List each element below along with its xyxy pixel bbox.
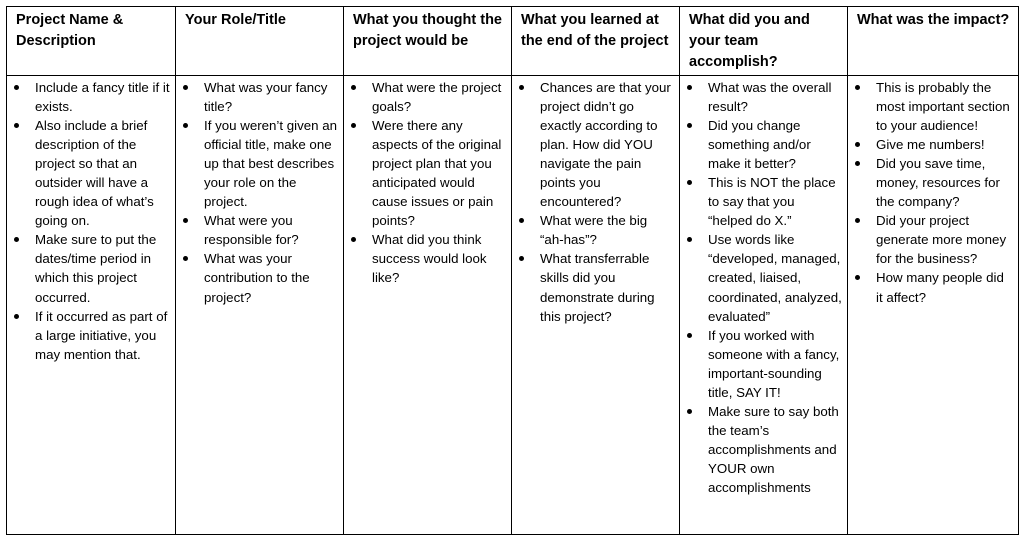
- bullet-icon: [687, 333, 692, 338]
- list-item-text: Did your project generate more money for the business?: [876, 213, 1007, 267]
- list-item: [179, 78, 338, 116]
- bullet-icon: [183, 85, 188, 90]
- column-header: Your Role/Title: [176, 7, 344, 76]
- bullet-list: [515, 78, 674, 326]
- bullet-icon: [855, 142, 860, 147]
- list-item: [683, 402, 842, 497]
- list-item-text: What was the overall result?: [708, 80, 832, 115]
- list-item-text: What were the big “ah-has”?: [540, 213, 648, 248]
- column-header: Project Name & Description: [7, 7, 176, 76]
- bullet-list: [10, 78, 170, 364]
- list-item-text: What was your contribution to the project?: [204, 251, 310, 305]
- list-item: [851, 135, 1013, 154]
- list-item-text: What transferrable skills did you demonstrate during this project?: [540, 251, 655, 324]
- list-item: [683, 326, 842, 402]
- table-cell: [7, 76, 176, 535]
- column-header: What you learned at the end of the project: [512, 7, 680, 76]
- list-item: [10, 230, 170, 306]
- list-item-text: How many people did it affect?: [876, 270, 1004, 305]
- list-item: [515, 211, 674, 249]
- list-item: [179, 249, 338, 306]
- bullet-icon: [687, 180, 692, 185]
- list-item: [10, 116, 170, 230]
- bullet-icon: [519, 256, 524, 261]
- list-item: [347, 78, 506, 116]
- column-header: What was the impact?: [848, 7, 1019, 76]
- bullet-icon: [687, 237, 692, 242]
- list-item: [10, 78, 170, 116]
- column-header: What did you and your team accomplish?: [680, 7, 848, 76]
- list-item-text: Also include a brief description of the project so that an outsider will have a rough idea of what’s going on.: [35, 118, 154, 229]
- list-item-text: This is NOT the place to say that you “helped do X.”: [708, 175, 836, 229]
- list-item-text: Did you save time, money, resources for the company?: [876, 156, 1000, 210]
- list-item: [851, 154, 1013, 211]
- bullet-icon: [687, 85, 692, 90]
- list-item-text: Give me numbers!: [876, 137, 985, 153]
- table-cell: [848, 76, 1019, 535]
- list-item-text: What was your fancy title?: [204, 80, 328, 115]
- list-item-text: Make sure to put the dates/time period in which this project occurred.: [35, 232, 157, 305]
- list-item: [683, 116, 842, 173]
- bullet-icon: [855, 85, 860, 90]
- list-item: [179, 116, 338, 211]
- list-item-text: Chances are that your project didn’t go exactly according to plan. How did YOU navigate the pain points you encountered?: [540, 80, 671, 210]
- bullet-icon: [519, 218, 524, 223]
- bullet-icon: [14, 85, 19, 90]
- list-item: [347, 116, 506, 230]
- list-item: [515, 249, 674, 325]
- list-item-text: What were the project goals?: [372, 80, 502, 115]
- list-item-text: Use words like “developed, managed, created, liaised, coordinated, analyzed, evaluated”: [708, 232, 842, 324]
- list-item-text: Make sure to say both the team’s accomplishments and YOUR own accomplishments: [708, 403, 839, 495]
- project-worksheet-table: [6, 6, 1019, 535]
- bullet-icon: [687, 409, 692, 414]
- table-body: [7, 76, 1019, 535]
- list-item-text: Did you change something and/or make it better?: [708, 118, 811, 172]
- list-item: [683, 230, 842, 325]
- bullet-icon: [14, 237, 19, 242]
- list-item-text: If you worked with someone with a fancy, important-sounding title, SAY IT!: [708, 327, 840, 400]
- bullet-icon: [183, 218, 188, 223]
- bullet-icon: [183, 256, 188, 261]
- column-header: What you thought the project would be: [344, 7, 512, 76]
- bullet-list: [851, 78, 1013, 307]
- list-item-text: This is probably the most important section to your audience!: [876, 80, 1010, 134]
- bullet-icon: [14, 314, 19, 319]
- list-item: [683, 78, 842, 116]
- bullet-list: [179, 78, 338, 307]
- table-cell: [680, 76, 848, 535]
- list-item: [179, 211, 338, 249]
- list-item-text: Include a fancy title if it exists.: [35, 80, 170, 115]
- bullet-list: [347, 78, 506, 288]
- list-item: [851, 268, 1013, 306]
- list-item-text: What were you responsible for?: [204, 213, 299, 248]
- list-item-text: What did you think success would look like?: [372, 232, 487, 286]
- bullet-icon: [519, 85, 524, 90]
- bullet-icon: [183, 123, 188, 128]
- bullet-icon: [14, 123, 19, 128]
- table-cell: [176, 76, 344, 535]
- list-item: [683, 173, 842, 230]
- table-header: [7, 7, 1019, 76]
- bullet-icon: [351, 85, 356, 90]
- bullet-icon: [351, 123, 356, 128]
- list-item-text: If it occurred as part of a large initiative, you may mention that.: [35, 308, 168, 362]
- header-row: [7, 7, 1019, 76]
- bullet-icon: [687, 123, 692, 128]
- bullet-icon: [351, 237, 356, 242]
- list-item: [851, 211, 1013, 268]
- list-item-text: Were there any aspects of the original project plan that you anticipated would cause issues or pain points?: [372, 118, 502, 229]
- bullet-icon: [855, 161, 860, 166]
- list-item-text: If you weren’t given an official title, make one up that best describes your role on the project.: [204, 118, 338, 210]
- list-item: [851, 78, 1013, 135]
- table-cell: [512, 76, 680, 535]
- list-item: [10, 307, 170, 364]
- table-row: [7, 76, 1019, 535]
- bullet-icon: [855, 275, 860, 280]
- list-item: [347, 230, 506, 287]
- bullet-icon: [855, 218, 860, 223]
- list-item: [515, 78, 674, 211]
- bullet-list: [683, 78, 842, 497]
- table-cell: [344, 76, 512, 535]
